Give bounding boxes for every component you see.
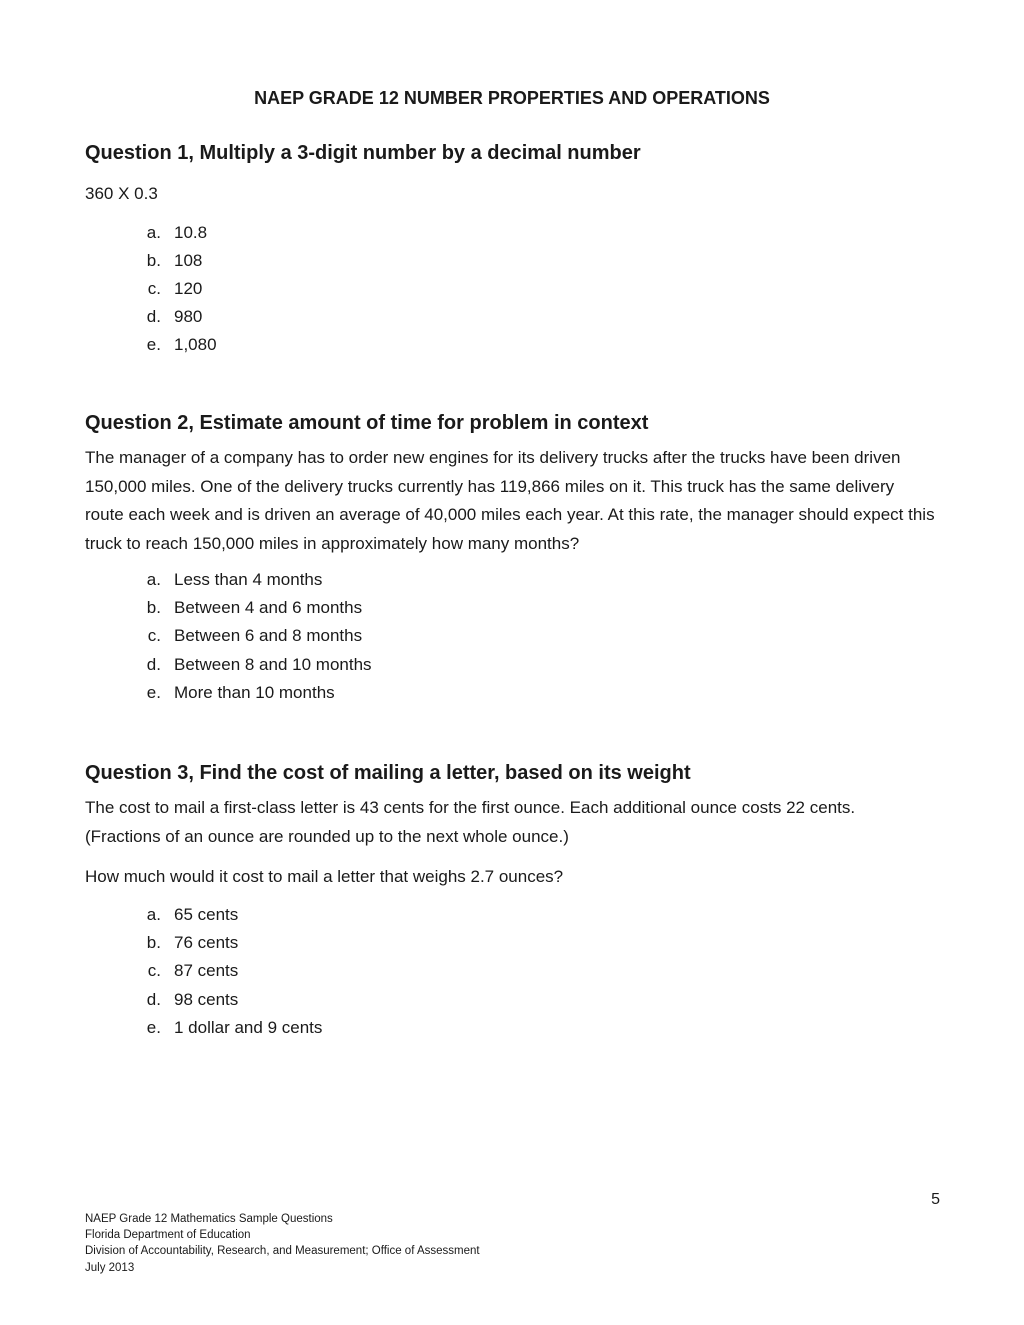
choice-item xyxy=(85,303,935,331)
choice-item xyxy=(85,957,935,985)
question-2-text: The manager of a company has to order new engines for its delivery trucks after the trucks have been driven 150,000 miles. One of the delivery trucks currently has 119,866 miles on it. This truck has the same delivery route each week and is driven an average of 40,000 miles each year. At this rate, the manager should expect this truck to reach 150,000 miles in approximately how many months? xyxy=(85,448,935,553)
choice-text: 1 dollar and 9 cents xyxy=(174,1017,323,1037)
choice-text: 98 cents xyxy=(174,989,239,1009)
choice-item xyxy=(85,651,935,679)
choice-letter: d . xyxy=(115,651,161,679)
choice-text: 120 xyxy=(174,278,203,298)
choice-letter: a . xyxy=(115,566,161,594)
question-1-text: 360 X 0.3 xyxy=(85,184,158,203)
choice-letter: e . xyxy=(115,1014,161,1042)
footer-line: Florida Department of Education xyxy=(85,1229,251,1242)
question-3-choices xyxy=(85,901,935,1042)
choice-item xyxy=(85,901,935,929)
choice-text: 87 cents xyxy=(174,961,239,981)
question-2 xyxy=(85,410,935,707)
choice-letter: b . xyxy=(115,594,161,622)
choice-letter: d . xyxy=(115,303,161,331)
choice-text: Between 8 and 10 months xyxy=(174,654,372,674)
choice-text: Between 6 and 8 months xyxy=(174,626,363,646)
choice-text: 980 xyxy=(174,307,203,327)
page-number: 5 xyxy=(931,1191,940,1208)
choice-text: Less than 4 months xyxy=(174,570,323,589)
question-2-choices xyxy=(85,566,935,707)
choice-item xyxy=(85,275,935,303)
choice-text: 76 cents xyxy=(174,933,239,953)
choice-text: 1,080 xyxy=(174,335,217,355)
page-footer xyxy=(85,1211,685,1276)
choice-item xyxy=(85,247,935,275)
question-1-choices xyxy=(85,219,935,360)
question-2-heading: Question 2, Estimate amount of time for problem in context xyxy=(85,412,649,434)
choice-letter: c . xyxy=(115,275,161,303)
choice-item xyxy=(85,622,935,650)
choice-text: 108 xyxy=(174,250,203,270)
choice-text: More than 10 months xyxy=(174,682,335,702)
choice-letter: e . xyxy=(115,679,161,707)
footer-line: Division of Accountability, Research, and Measurement; Office of Assessment xyxy=(85,1245,480,1258)
choice-text: Between 4 and 6 months xyxy=(174,598,363,618)
choice-item xyxy=(85,986,935,1014)
choice-item xyxy=(85,929,935,957)
choice-item xyxy=(85,566,935,594)
choice-letter: a . xyxy=(115,901,161,929)
choice-item xyxy=(85,1014,935,1042)
choice-item xyxy=(85,594,935,622)
footer-line: July 2013 xyxy=(85,1261,135,1274)
choice-letter: d . xyxy=(115,986,161,1014)
choice-item xyxy=(85,331,935,359)
choice-item xyxy=(85,219,935,247)
choice-letter: b . xyxy=(115,247,161,275)
question-1 xyxy=(85,140,935,359)
choice-letter: a . xyxy=(115,219,161,247)
question-3-prompt: How much would it cost to mail a letter that weighs 2.7 ounces? xyxy=(85,867,564,886)
question-3-text: The cost to mail a first-class letter is 43 cents for the first ounce. Each additional ounce costs 22 cents. (Fractions of an ounce are rounded up to the next whole ounce.) xyxy=(85,798,856,846)
choice-letter: e . xyxy=(115,331,161,359)
question-3 xyxy=(85,760,935,1042)
choice-text: 65 cents xyxy=(174,905,239,924)
question-3-heading: Question 3, Find the cost of mailing a letter, based on its weight xyxy=(85,762,691,784)
question-1-heading: Question 1, Multiply a 3-digit number by a decimal number xyxy=(85,142,641,164)
footer-line: NAEP Grade 12 Mathematics Sample Questions xyxy=(85,1213,333,1225)
choice-letter: c . xyxy=(115,622,161,650)
choice-letter: c . xyxy=(115,957,161,985)
choice-text: 10.8 xyxy=(174,222,208,242)
choice-item xyxy=(85,679,935,707)
choice-letter: b . xyxy=(115,929,161,957)
document-title: NAEP GRADE 12 NUMBER PROPERTIES AND OPERATIONS xyxy=(254,88,770,108)
